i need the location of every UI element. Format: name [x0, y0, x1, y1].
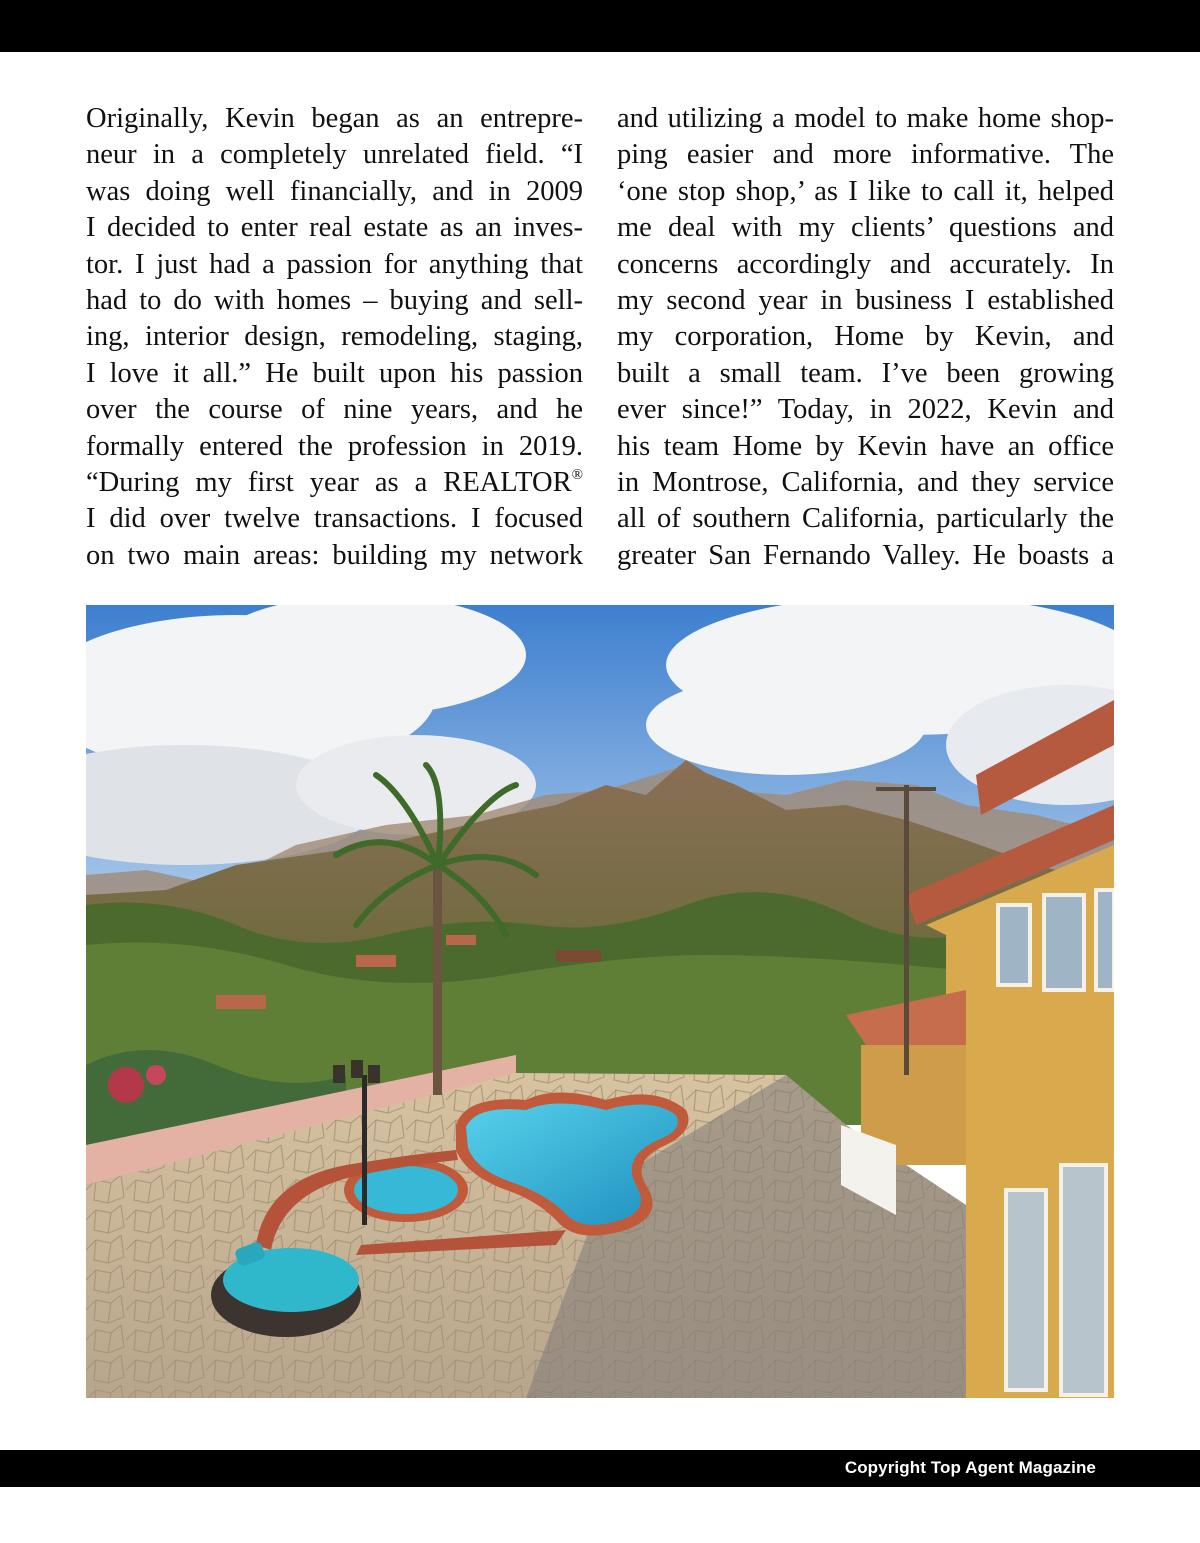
text-line: concerns accordingly and accurately. In: [617, 248, 1114, 280]
text-line: I decided to enter real estate as an inves-: [86, 212, 583, 244]
text-line: built a small team. I’ve been growing: [617, 357, 1114, 389]
text-line: over the course of nine years, and he: [86, 394, 583, 426]
text-line: tor. I just had a passion for anything that: [86, 248, 583, 280]
text-line: Originally, Kevin began as an entrepre-: [86, 103, 583, 134]
lamp-post: [362, 1075, 367, 1225]
text-line: was doing well financially, and in 2009: [86, 175, 583, 207]
text-line: had to do with homes – buying and sell-: [86, 285, 583, 317]
text-line: on two main areas: building my network: [86, 539, 583, 571]
text-line: neur in a completely unrelated field. “I: [86, 139, 583, 171]
text-line: and utilizing a model to make home shop-: [617, 103, 1114, 134]
text-line: his team Home by Kevin have an office: [617, 430, 1114, 462]
palm-trunk: [433, 865, 442, 1095]
text-line: in Montrose, California, and they service: [617, 467, 1114, 499]
text-line: ever since!” Today, in 2022, Kevin and: [617, 394, 1114, 426]
registered-mark: ®: [571, 467, 583, 484]
footer-bar: [0, 1450, 1200, 1487]
text-line: I love it all.” He built upon his passion: [86, 357, 583, 389]
text-line: ‘one stop shop,’ as I like to call it, helped: [617, 175, 1114, 207]
article-column-left: [86, 101, 583, 574]
backyard-pool-photo: [86, 605, 1114, 1398]
text-line-realtor: [86, 465, 583, 501]
utility-pole: [904, 785, 909, 1075]
text-line: my corporation, Home by Kevin, and: [617, 321, 1114, 353]
text-line: formally entered the profession in 2019.: [86, 430, 583, 462]
text-fragment: “During my first year as a REALTOR: [86, 467, 572, 499]
text-line: ping easier and more informative. The: [617, 139, 1114, 171]
text-line: all of southern California, particularly the: [617, 503, 1114, 535]
text-line: ing, interior design, remodeling, staging,: [86, 321, 583, 353]
text-line: my second year in business I established: [617, 285, 1114, 317]
text-line: greater San Fernando Valley. He boasts a: [617, 539, 1114, 571]
text-line: I did over twelve transactions. I focused: [86, 503, 583, 535]
spa-water: [354, 1166, 458, 1214]
article-column-right: [617, 101, 1114, 574]
top-bar: [0, 0, 1200, 52]
copyright-text: Copyright Top Agent Magazine: [844, 1458, 1096, 1477]
text-line: me deal with my clients’ questions and: [617, 212, 1114, 244]
